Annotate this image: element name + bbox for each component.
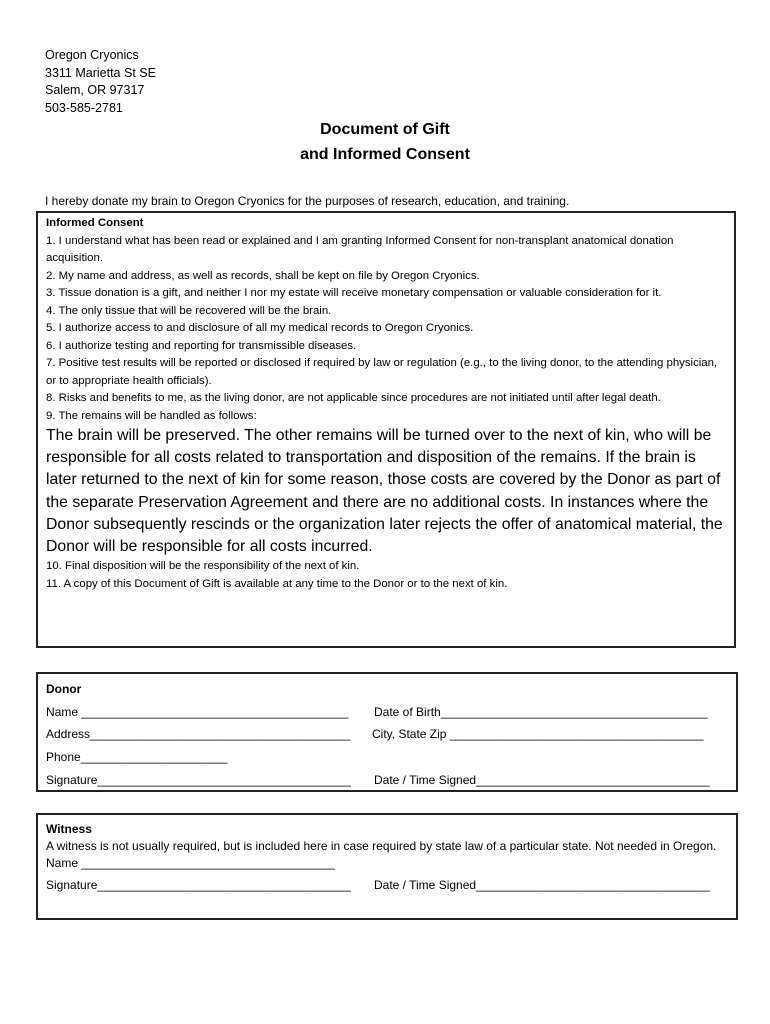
consent-item-10: 10. Final disposition will be the responsibility of the next of kin. [46, 560, 360, 573]
witness-note: A witness is not usually required, but is included here in case required by state law of a particular state. Not needed in Oregon. [46, 839, 717, 853]
consent-item-3: 3. Tissue donation is a gift, and neither I nor my estate will receive monetary compensation or valuable consideration for it. [46, 287, 662, 299]
witness-heading: Witness [46, 822, 92, 836]
donor-address-field[interactable]: Address_______________________________________ [46, 727, 351, 742]
donor-city-state-zip-field[interactable]: City, State Zip ______________________________________ [372, 727, 704, 742]
document-title-line2: and Informed Consent [300, 146, 470, 163]
witness-name-field[interactable]: Name ______________________________________ [46, 856, 335, 870]
witness-date-signed-field[interactable]: Date / Time Signed___________________________________ [374, 878, 710, 892]
witness-signature-field[interactable]: Signature______________________________________ [46, 878, 351, 892]
consent-item-1: 1. I understand what has been read or explained and I am granting Informed Consent for non-transplant anatomical donation acquisition. [46, 234, 674, 264]
donor-name-field[interactable]: Name ________________________________________ [46, 704, 349, 719]
org-street: 3311 Marietta St SE [45, 65, 156, 80]
consent-item-5: 5. I authorize access to and disclosure of all my medical records to Oregon Cryonics. [46, 322, 474, 334]
donor-section [36, 672, 738, 792]
consent-item-8: 8. Risks and benefits to me, as the living donor, are not applicable since procedures are not initiated until after legal death. [46, 392, 661, 404]
org-name: Oregon Cryonics [45, 48, 139, 62]
donor-signature-field[interactable]: Signature______________________________________ [46, 772, 351, 787]
donation-statement: I hereby donate my brain to Oregon Cryonics for the purposes of research, education, and training. [45, 194, 570, 208]
consent-item-7: 7. Positive test results will be reported or disclosed if required by law or regulation (e.g., to the living donor, to the attending physician, or to appropriate health officials). [46, 357, 718, 387]
consent-item-9: 9. The remains will be handled as follows: [46, 409, 257, 422]
org-phone: 503-585-2781 [45, 100, 123, 115]
document-title-line1: Document of Gift [320, 121, 450, 138]
donor-dob-field[interactable]: Date of Birth________________________________________ [374, 704, 708, 719]
donor-date-signed-field[interactable]: Date / Time Signed___________________________________ [374, 772, 710, 787]
consent-item-4: 4. The only tissue that will be recovered will be the brain. [46, 304, 332, 317]
remains-handling-text: The brain will be preserved. The other remains will be turned over to the next of kin, who will be responsible for all costs related to transportation and disposition of the remains. If the brain is later returned to the next of kin for some reason, those costs are covered by the Donor as part of the separate Preservation Agreement and there are no additional costs. In instances where the Donor subsequently rescinds or the organization later rejects the offer of anatomical material, the Donor will be responsible for all costs incurred. [46, 427, 723, 556]
informed-consent-heading: Informed Consent [46, 217, 144, 229]
witness-section [36, 813, 738, 920]
org-address-block [45, 47, 156, 117]
informed-consent-box [36, 211, 736, 648]
donor-phone-field[interactable]: Phone______________________ [46, 750, 228, 765]
consent-item-6: 6. I authorize testing and reporting for transmissible diseases. [46, 339, 357, 352]
consent-item-2: 2. My name and address, as well as records, shall be kept on file by Oregon Cryonics. [46, 269, 480, 282]
consent-item-11: 11. A copy of this Document of Gift is available at any time to the Donor or to the next of kin. [46, 577, 508, 590]
donor-heading: Donor [46, 682, 82, 696]
org-city: Salem, OR 97317 [45, 83, 145, 97]
